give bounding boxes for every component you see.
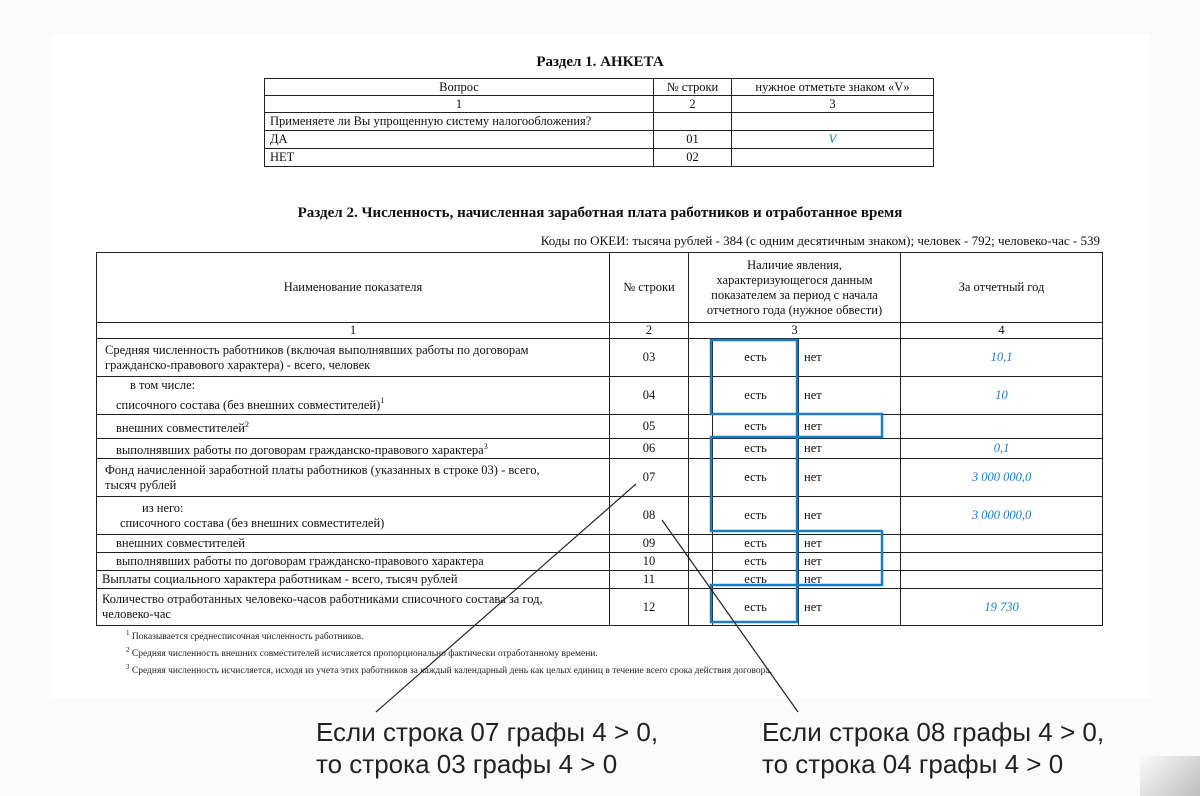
row-value[interactable]: 10,1 — [901, 339, 1103, 377]
outline-no-09-11 — [797, 531, 882, 585]
row-name: Фонд начисленной заработной платы работников (указанных в строке 03) - всего, тысяч рублей — [97, 459, 610, 497]
footnote: $^2$ Средняя численность внешних совместителей исчисляется пропорционально фактически отработанному времени. — [126, 646, 598, 660]
s2-header-presence: Наличие явления, характеризующегося данным показателем за период с начала отчетного года (нужное обвести) — [689, 253, 901, 323]
row-code: 05 — [610, 415, 689, 439]
row-code: 07 — [610, 459, 689, 497]
okei-codes: Коды по ОКЕИ: тысяча рублей - 384 (с одним десятичным знаком); человек - 792; человеко-час - 539 — [540, 233, 1100, 248]
yes-option[interactable]: есть — [713, 339, 799, 377]
row-code: 04 — [610, 377, 689, 415]
s2-num: 2 — [610, 323, 689, 339]
footnote: $^3$ Средняя численность исчисляется, исходя из учета этих работников за каждый календарный день как целых единиц в течение всего срока действия договора. — [126, 663, 772, 677]
row-name: выполнявших работы по договорам гражданско-правового характера — [97, 553, 610, 571]
section1-title: Раздел 1. АНКЕТА — [536, 54, 664, 70]
row-name: в том числе: списочного состава (без внешних совместителей)$^1$ — [97, 377, 610, 415]
outline-yes-03-04 — [711, 340, 797, 414]
s1-header-code: № строки — [654, 79, 732, 96]
no-option[interactable]: нет — [799, 339, 901, 377]
outline-yes-12 — [711, 585, 797, 622]
s2-num: 3 — [689, 323, 901, 339]
s1-header-question: Вопрос — [265, 79, 654, 96]
no-option[interactable]: нет — [799, 415, 901, 439]
outline-no-05 — [797, 414, 882, 437]
s2-header-code: № строки — [610, 253, 689, 323]
s1-num: 1 — [265, 96, 654, 113]
yes-option[interactable]: есть — [713, 553, 799, 571]
note-right: Если строка 08 графы 4 > 0, то строка 04 графы 4 > 0 — [762, 717, 1105, 779]
s2-header-name: Наименование показателя — [97, 253, 610, 323]
no-option[interactable]: нет — [799, 589, 901, 626]
s2-num: 1 — [97, 323, 610, 339]
yes-option[interactable]: есть — [713, 377, 799, 415]
outline-yes-06-08 — [711, 437, 797, 531]
row-value[interactable]: 0,1 — [901, 439, 1103, 459]
row-code: 12 — [610, 589, 689, 626]
s1-row-code: 02 — [654, 149, 732, 167]
yes-option[interactable]: есть — [713, 589, 799, 626]
yes-option[interactable]: есть — [713, 439, 799, 459]
row-code: 08 — [610, 497, 689, 535]
row-name: из него: списочного состава (без внешних совместителей) — [97, 497, 610, 535]
s2-header-year: За отчетный год — [901, 253, 1103, 323]
s1-row-mark[interactable]: V — [732, 131, 934, 149]
s1-row-label: ДА — [265, 131, 654, 149]
row-value[interactable]: 3 000 000,0 — [901, 497, 1103, 535]
row-name: внешних совместителей — [97, 535, 610, 553]
footnote: $^1$ Показывается среднесписочная численность работников. — [126, 629, 364, 643]
no-option[interactable]: нет — [799, 535, 901, 553]
row-name: выполнявших работы по договорам гражданско-правового характера$^3$ — [97, 439, 610, 459]
row-name: Выплаты социального характера работникам - всего, тысяч рублей — [97, 571, 610, 589]
circled-options — [711, 340, 882, 622]
row-value[interactable]: 19 730 — [901, 589, 1103, 626]
yes-option[interactable]: есть — [713, 571, 799, 589]
row-code: 09 — [610, 535, 689, 553]
yes-option[interactable]: есть — [713, 535, 799, 553]
callout-lines — [376, 484, 798, 712]
row-name: внешних совместителей$^2$ — [97, 415, 610, 439]
row-value[interactable]: 3 000 000,0 — [901, 459, 1103, 497]
row-code: 03 — [610, 339, 689, 377]
section2-title: Раздел 2. Численность, начисленная заработная плата работников и отработанное время — [297, 205, 903, 221]
callout-line-left — [376, 484, 636, 712]
s2-num: 4 — [901, 323, 1103, 339]
s1-header-mark: нужное отметьте знаком «V» — [732, 79, 934, 96]
no-option[interactable]: нет — [799, 459, 901, 497]
yes-option[interactable]: есть — [713, 459, 799, 497]
yes-option[interactable]: есть — [713, 415, 799, 439]
row-code: 11 — [610, 571, 689, 589]
s1-row-code: 01 — [654, 131, 732, 149]
callout-line-right — [662, 520, 798, 712]
s1-num: 2 — [654, 96, 732, 113]
s1-question: Применяете ли Вы упрощенную систему налогообложения? — [265, 113, 654, 131]
yes-option[interactable]: есть — [713, 497, 799, 535]
row-name: Количество отработанных человеко-часов работниками списочного состава за год, человеко-час — [97, 589, 610, 626]
no-option[interactable]: нет — [799, 377, 901, 415]
no-option[interactable]: нет — [799, 553, 901, 571]
row-value[interactable]: 10 — [901, 377, 1103, 415]
row-code: 10 — [610, 553, 689, 571]
row-code: 06 — [610, 439, 689, 459]
no-option[interactable]: нет — [799, 439, 901, 459]
no-option[interactable]: нет — [799, 571, 901, 589]
row-name: Средняя численность работников (включая выполнявших работы по договорам гражданско-правового характера) - всего, человек — [97, 339, 610, 377]
s1-num: 3 — [732, 96, 934, 113]
no-option[interactable]: нет — [799, 497, 901, 535]
s1-row-label: НЕТ — [265, 149, 654, 167]
note-left: Если строка 07 графы 4 > 0, то строка 03 графы 4 > 0 — [316, 717, 659, 779]
